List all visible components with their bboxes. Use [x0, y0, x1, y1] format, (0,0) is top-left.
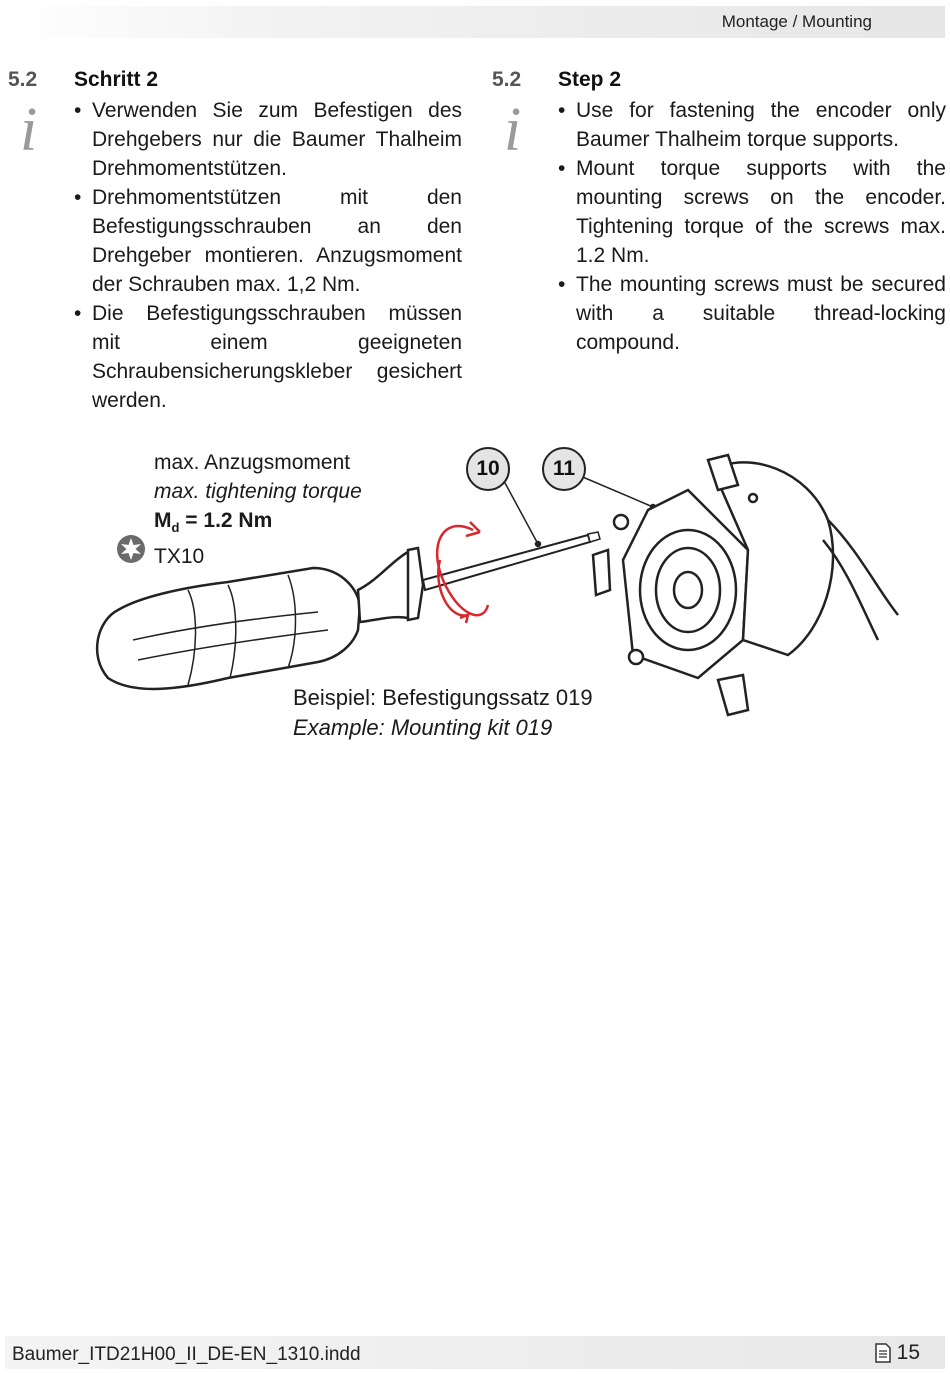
list-item: • Verwenden Sie zum Befestigen des Drehgebers nur die Baumer Thalheim Drehmomentstützen. — [74, 96, 462, 183]
page-icon — [875, 1343, 891, 1363]
torque-value — [154, 506, 362, 542]
torx-star-icon — [116, 534, 146, 564]
list-item: • Mount torque supports with the mounting screws on the encoder. Tightening torque of the screws max. 1.2 Nm. — [558, 154, 946, 270]
callout-10: 10 — [466, 447, 510, 491]
step-list — [74, 96, 462, 415]
list-item: • Use for fastening the encoder only Baumer Thalheim torque supports. — [558, 96, 946, 154]
md-symbol: M — [154, 509, 172, 532]
header-section-title: Montage / Mounting — [721, 12, 872, 31]
torque-label-de: max. Anzugsmoment — [154, 451, 351, 474]
section-title: Schritt 2 — [74, 68, 159, 91]
section-title: Step 2 — [558, 68, 622, 91]
encoder-icon — [593, 455, 898, 715]
list-item: • Die Befestigungsschrauben müssen mit einem geeigneten Schraubensicherungskleber gesichert werden. — [74, 299, 462, 415]
list-item: • Drehmomentstützen mit den Befestigungsschrauben an den Drehgeber montieren. Anzugsmoment der Schrauben max. 1,2 Nm. — [74, 183, 462, 299]
footer-filename: Baumer_ITD21H00_II_DE-EN_1310.indd — [12, 1344, 361, 1365]
caption-de: Beispiel: Befestigungssatz 019 — [293, 685, 593, 710]
callout-11: 11 — [542, 447, 586, 491]
section-number: 5.2 — [492, 68, 522, 91]
md-subscript: d — [171, 520, 180, 536]
md-value: = 1.2 Nm — [179, 509, 273, 532]
figure-caption — [293, 683, 593, 743]
step-list — [558, 96, 946, 357]
torque-spec — [154, 448, 362, 571]
section-number: 5.2 — [8, 68, 38, 91]
list-item: • The mounting screws must be secured with a suitable thread-locking compound. — [558, 270, 946, 357]
torque-label-en: max. tightening torque — [154, 480, 362, 503]
page-number: 15 — [896, 1341, 920, 1364]
footer-page — [875, 1341, 920, 1365]
tool-size: TX10 — [154, 545, 205, 569]
screwdriver-shaft — [423, 532, 600, 590]
info-icon: i — [20, 96, 38, 164]
info-icon: i — [504, 96, 522, 164]
caption-en: Example: Mounting kit 019 — [293, 715, 553, 740]
